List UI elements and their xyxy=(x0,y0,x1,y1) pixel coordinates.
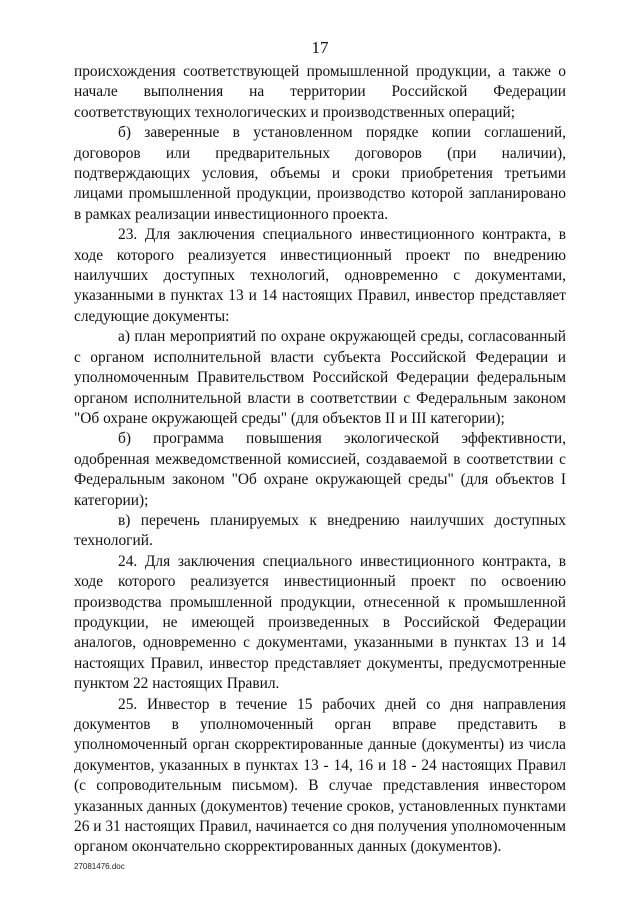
paragraph-25: 25. Инвестор в течение 15 рабочих дней со дня направления документов в уполномоченный орган вправе представить в уполномоченный орган скорректированные данные (документы) из числа документов, указанных в пунктах 13 - 14, 16 и 18 - 24 настоящих Правил (с сопроводительным письмом). В случае представления инвестором указанных данных (документов) течение сроков, установленных пунктами 26 и 31 настоящих Правил, начинается со дня получения уполномоченным органом окончательно скорректированных данных (документов). xyxy=(74,695,566,856)
paragraph-23-a: а) план мероприятий по охране окружающей среды, согласованный с органом исполнительной власти субъекта Российской Федерации и уполномоченным Правительством Российской Федерации федеральным органом исполнительной власти в соответствии с Федеральным законом "Об охране окружающей среды" (для объектов II и III категории); xyxy=(74,328,566,427)
paragraph-23-v: в) перечень планируемых к внедрению наилучших доступных технологий. xyxy=(74,511,566,550)
paragraph-continuation: происхождения соответствующей промышленной продукции, а также о начале выполнения на территории Российской Федерации соответствующих технологических и производственных операций; xyxy=(74,63,566,121)
document-filename: 27081476.doc xyxy=(74,862,125,871)
paragraph-24: 24. Для заключения специального инвестиционного контракта, в ходе которого реализуется инвестиционный проект по освоению производства промышленной продукции, отнесенной к промышленной продукции, не имеющей произведенных в Российской Федерации аналогов, одновременно с документами, указанными в пунктах 13 и 14 настоящих Правил, инвестор представляет документы, предусмотренные пунктом 22 настоящих Правил. xyxy=(74,552,566,693)
paragraph-item-b: б) заверенные в установленном порядке копии соглашений, договоров или предварительных договоров (при наличии), подтверждающих условия, объемы и сроки приобретения третьими лицами промышленной продукции, производство которой запланировано в рамках реализации инвестиционного проекта. xyxy=(74,124,566,223)
page-number: 17 xyxy=(311,38,329,57)
document-body xyxy=(74,62,566,858)
paragraph-23: 23. Для заключения специального инвестиционного контракта, в ходе которого реализуется инвестиционный проект по внедрению наилучших доступных технологий, одновременно с документами, указанными в пунктах 13 и 14 настоящих Правил, инвестор представляет следующие документы: xyxy=(74,226,566,325)
paragraph-23-b: б) программа повышения экологической эффективности, одобренная межведомственной комиссией, создаваемой в соответствии с Федеральным законом "Об охране окружающей среды" (для объектов I категории); xyxy=(74,430,566,509)
